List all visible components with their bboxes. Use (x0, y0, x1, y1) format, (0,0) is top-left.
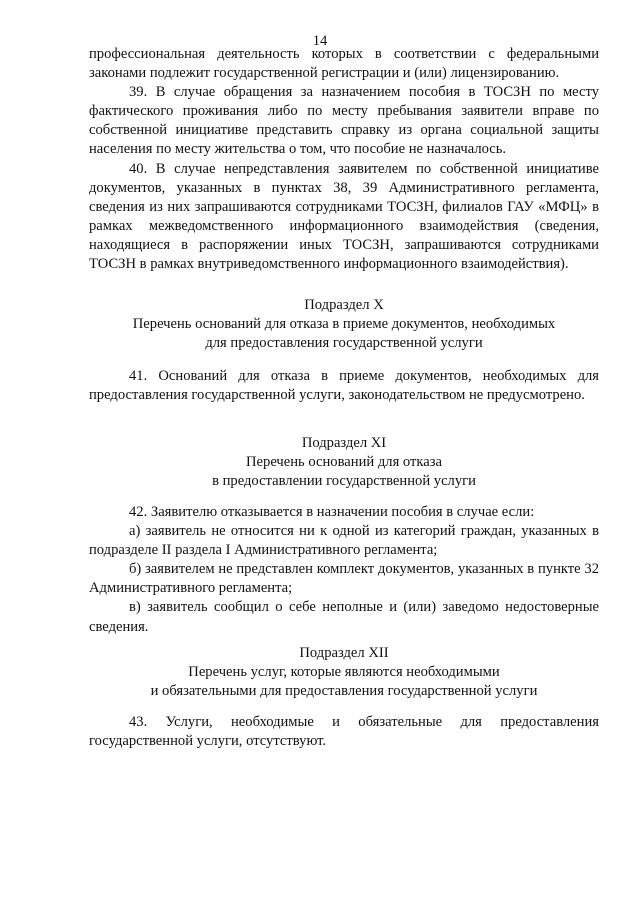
paragraph-43: 43. Услуги, необходимые и обязательные для предоставления государственной услуги, отсутствуют. (89, 714, 599, 750)
subsection-10-label: Подраздел X (304, 297, 384, 313)
subsection-12-title-line-1: Перечень услуг, которые являются необходимыми (188, 664, 500, 680)
subsection-12-title-line-2: и обязательными для предоставления государственной услуги (150, 683, 538, 699)
text-block-4 (89, 713, 599, 751)
subsection-11-title-line-2: в предоставлении государственной услуги (212, 473, 476, 489)
text-block-2 (89, 367, 599, 405)
subsection-11-label: Подраздел XI (301, 435, 387, 451)
text-block-3 (89, 503, 599, 637)
subsection-10-title-line-1: Перечень оснований для отказа в приеме документов, необходимых (132, 316, 556, 332)
subsection-10-title-line-2: для предоставления государственной услуги (205, 335, 483, 351)
paragraph-39: 39. В случае обращения за назначением пособия в ТОСЗН по месту фактического проживания либо по месту пребывания заявители вправе по собственной инициативе представить справку из органа социальной защиты населения по месту жительства о том, что пособие не назначалось. (89, 84, 599, 158)
subsection-11-heading (89, 434, 599, 491)
paragraph-continuation: профессиональная деятельность которых в соответствии с федеральными законами подлежит государственной регистрации и (или) лицензированию. (89, 46, 599, 82)
page-number: 14 (312, 33, 328, 49)
subsection-11-title-line-1: Перечень оснований для отказа (246, 454, 442, 470)
paragraph-40: 40. В случае непредставления заявителем по собственной инициативе документов, указанных в пунктах 38, 39 Административного регламента, сведения из них запрашиваются сотрудниками ТОСЗН, филиалов ГАУ «МФЦ» в рамках межведомственного информационного взаимодействия (сведения, находящиеся в распоряжении иных ТОСЗН, запрашиваются сотрудниками ТОСЗН в рамках внутриведомственного информационного взаимодействия). (89, 160, 599, 273)
paragraph-42: 42. Заявителю отказывается в назначении пособия в случае если: (129, 504, 535, 520)
subsection-12-heading (89, 644, 599, 701)
text-block-1 (89, 45, 599, 274)
subsection-12-label: Подраздел XII (299, 645, 389, 661)
paragraph-42-c: в) заявитель сообщил о себе неполные и (или) заведомо недостоверные сведения. (89, 599, 599, 635)
paragraph-42-a: а) заявитель не относится ни к одной из категорий граждан, указанных в подразделе II раздела I Административного регламента; (89, 523, 599, 559)
paragraph-41: 41. Оснований для отказа в приеме документов, необходимых для предоставления государственной услуги, законодательством не предусмотрено. (89, 368, 599, 404)
subsection-10-heading (89, 296, 599, 353)
paragraph-42-b: б) заявителем не представлен комплект документов, указанных в пункте 32 Административного регламента; (89, 561, 599, 597)
